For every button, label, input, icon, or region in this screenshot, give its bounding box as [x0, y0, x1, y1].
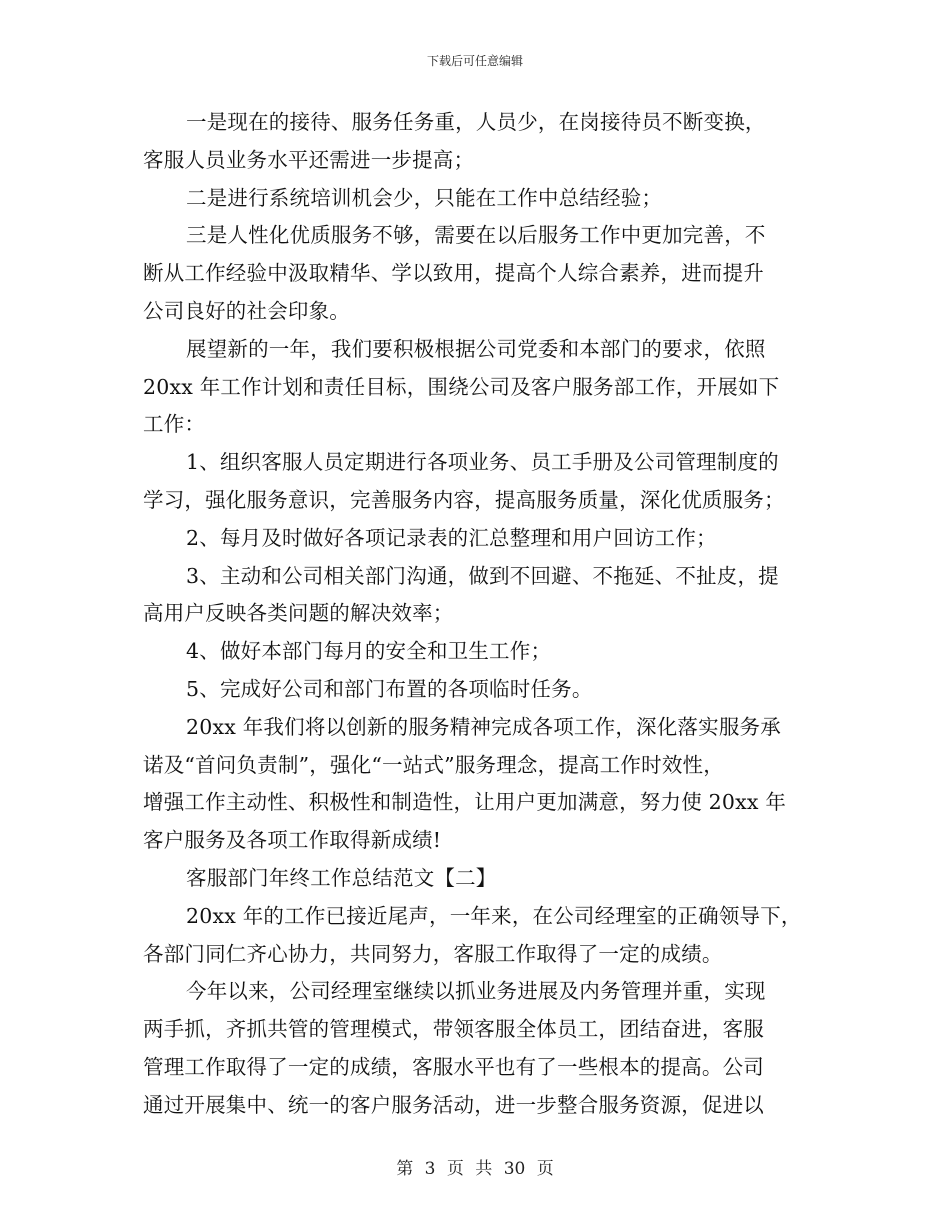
text-line: 管理工作取得了一定的成绩，客服水平也有了一些根本的提高。公司: [143, 1054, 764, 1079]
text-line: 20xx 年工作计划和责任目标，围绕公司及客户服务部工作，开展如下: [143, 374, 780, 399]
page-footer: 第 3 页 共 30 页: [396, 1159, 554, 1179]
page-header: 下载后可任意编辑: [426, 54, 523, 68]
text-line: 3、主动和公司相关部门沟通，做到不回避、不拖延、不扯皮，提: [186, 563, 779, 588]
text-line: 公司良好的社会印象。: [143, 298, 350, 323]
text-line: 通过开展集中、统一的客户服务活动，进一步整合服务资源，促进以: [143, 1092, 764, 1117]
text-line: 客服部门年终工作总结范文【二】: [186, 865, 497, 890]
text-line: 两手抓，齐抓共管的管理模式，带领客服全体员工，团结奋进，客服: [143, 1017, 764, 1042]
text-line: 20xx 年我们将以创新的服务精神完成各项工作，深化落实服务承: [186, 714, 781, 739]
text-line: 展望新的一年，我们要积极根据公司党委和本部门的要求，依照: [186, 336, 766, 361]
text-line: 诺及“首问负责制”，强化“一站式”服务理念，提高工作时效性，: [143, 752, 724, 777]
text-line: 各部门同仁齐心协力，共同努力，客服工作取得了一定的成绩。: [143, 941, 723, 966]
text-line: 5、完成好公司和部门布置的各项临时任务。: [186, 676, 593, 701]
text-line: 学习，强化服务意识，完善服务内容，提高服务质量，深化优质服务；: [143, 487, 785, 512]
text-line: 今年以来，公司经理室继续以抓业务进展及内务管理并重，实现: [186, 979, 766, 1004]
text-line: 1、组织客服人员定期进行各项业务、员工手册及公司管理制度的: [186, 450, 779, 475]
text-line: 增强工作主动性、积极性和制造性，让用户更加满意，努力使 20xx 年: [143, 790, 787, 815]
text-line: 二是进行系统培训机会少，只能在工作中总结经验；: [186, 185, 663, 210]
text-line: 断从工作经验中汲取精华、学以致用，提高个人综合素养，进而提升: [143, 261, 764, 286]
text-line: 客服人员业务水平还需进一步提高；: [143, 147, 475, 172]
text-line: 20xx 年的工作已接近尾声，一年来，在公司经理室的正确领导下，: [186, 903, 802, 928]
text-line: 三是人性化优质服务不够，需要在以后服务工作中更加完善，不: [186, 223, 766, 248]
text-line: 客户服务及各项工作取得新成绩!: [143, 828, 442, 853]
text-line: 4、做好本部门每月的安全和卫生工作；: [186, 639, 552, 664]
text-line: 高用户反映各类问题的解决效率；: [143, 601, 454, 626]
document-body: [143, 104, 813, 1125]
text-line: 一是现在的接待、服务任务重，人员少，在岗接待员不断变换，: [186, 110, 766, 134]
text-line: 工作：: [143, 412, 206, 437]
text-line: 2、每月及时做好各项记录表的汇总整理和用户回访工作；: [186, 525, 717, 550]
